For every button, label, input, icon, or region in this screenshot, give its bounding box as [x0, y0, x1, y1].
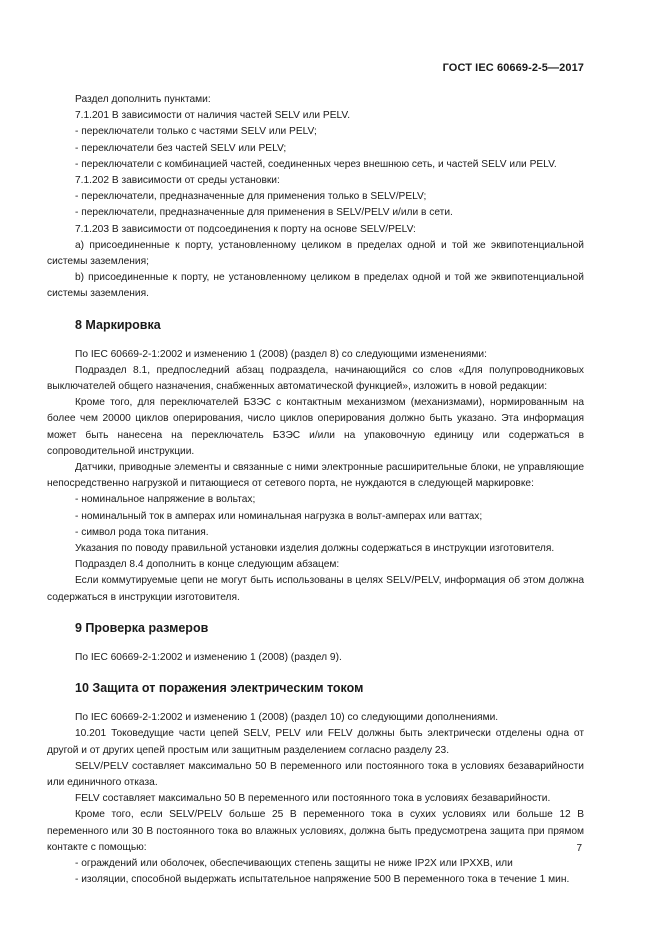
paragraph: SELV/PELV составляет максимально 50 В переменного или постоянного тока в условиях безаварийности или единичного отказа.	[47, 760, 584, 788]
clause-7-1-201: 7.1.201 В зависимости от наличия частей SELV или PELV.	[75, 110, 351, 122]
list-item: - переключатели с комбинацией частей, соединенных через внешнюю сеть, и частей SELV или PELV.	[75, 158, 557, 170]
section-10-heading: 10 Защита от поражения электрическим током	[75, 681, 364, 696]
list-item: - переключатели, предназначенные для применения только в SELV/PELV;	[75, 191, 427, 203]
list-item: - переключатели только с частями SELV или PELV;	[75, 126, 317, 138]
paragraph: По IEC 60669-2-1:2002 и изменению 1 (2008) (раздел 8) со следующими изменениями:	[75, 348, 487, 360]
section-9-heading: 9 Проверка размеров	[75, 620, 209, 635]
list-item: - переключатели, предназначенные для применения в SELV/PELV и/или в сети.	[75, 207, 453, 219]
paragraph: По IEC 60669-2-1:2002 и изменению 1 (2008) (раздел 10) со следующими дополнениями.	[75, 712, 499, 724]
paragraph: Кроме того, если SELV/PELV больше 25 В переменного тока в сухих условиях или больше 12 В переменного или 30 В постоянного тока во влажных условиях, должна быть предусмотрена защита при прямом контакте с помощью:	[47, 809, 584, 853]
page-number: 7	[576, 843, 582, 854]
list-item: a) присоединенные к порту, установленному целиком в пределах одной и той же эквипотенциальной системы заземления;	[47, 239, 584, 268]
list-item: - переключатели без частей SELV или PELV;	[75, 142, 287, 154]
section-8-heading: 8 Маркировка	[75, 317, 161, 332]
page-content	[47, 92, 584, 888]
paragraph: Указания по поводу правильной установки изделия должны содержаться в инструкции изготовителя.	[75, 543, 555, 555]
clause-7-1-202: 7.1.202 В зависимости от среды установки:	[75, 175, 280, 187]
paragraph: Подраздел 8.1, предпоследний абзац подраздела, начинающийся со слов «Для полупроводниковых выключателей общего назначения, снабженных автоматической функцией», изложить в новой редакции:	[47, 364, 584, 393]
paragraph: Датчики, приводные элементы и связанные с ними электронные расширительные блоки, не управляющие непосредственно нагрузкой и питающиеся от сетевого порта, не нуждаются в следующей маркировке:	[47, 462, 584, 490]
clause-10-201: 10.201 Токоведущие части цепей SELV, PELV или FELV должны быть электрически отделены одна от другой и от других цепей простым или защитным разделением согласно разделу 23.	[47, 728, 584, 756]
paragraph: Подраздел 8.4 дополнить в конце следующим абзацем:	[75, 559, 340, 571]
list-item: - изоляции, способной выдержать испытательное напряжение 500 В переменного тока в течение 1 мин.	[75, 874, 570, 886]
clause-7-1-203: 7.1.203 В зависимости от подсоединения к порту на основе SELV/PELV:	[75, 223, 416, 235]
list-item: - ограждений или оболочек, обеспечивающих степень защиты не ниже IP2X или IPXXB, или	[75, 857, 513, 869]
list-item: b) присоединенные к порту, не установленному целиком в пределах одной и той же эквипотенциальной системы заземления.	[47, 272, 584, 300]
paragraph: По IEC 60669-2-1:2002 и изменению 1 (2008) (раздел 9).	[75, 651, 342, 663]
paragraph: Если коммутируемые цепи не могут быть использованы в целях SELV/PELV, информация об этом должна содержаться в инструкции изготовителя.	[47, 575, 584, 603]
paragraph: FELV составляет максимально 50 В переменного или постоянного тока в условиях безаварийности.	[75, 793, 551, 805]
paragraph: Раздел дополнить пунктами:	[75, 94, 211, 105]
list-item: - символ рода тока питания.	[75, 526, 209, 538]
list-item: - номинальный ток в амперах или номинальная нагрузка в вольт-амперах или ваттах;	[75, 510, 483, 522]
list-item: - номинальное напряжение в вольтах;	[75, 494, 256, 506]
paragraph: Кроме того, для переключателей БЗЭС с контактным механизмом (механизмами), нормированным на более чем 20000 циклов оперирования, число циклов оперирования должно быть указано. Эта информация может быть нанесена на переключатель БЗЭС и/или на упаковочную единицу или содержаться в сопроводительной инструкции.	[47, 397, 584, 457]
standard-code-header: ГОСТ IEC 60669-2-5—2017	[442, 62, 584, 74]
